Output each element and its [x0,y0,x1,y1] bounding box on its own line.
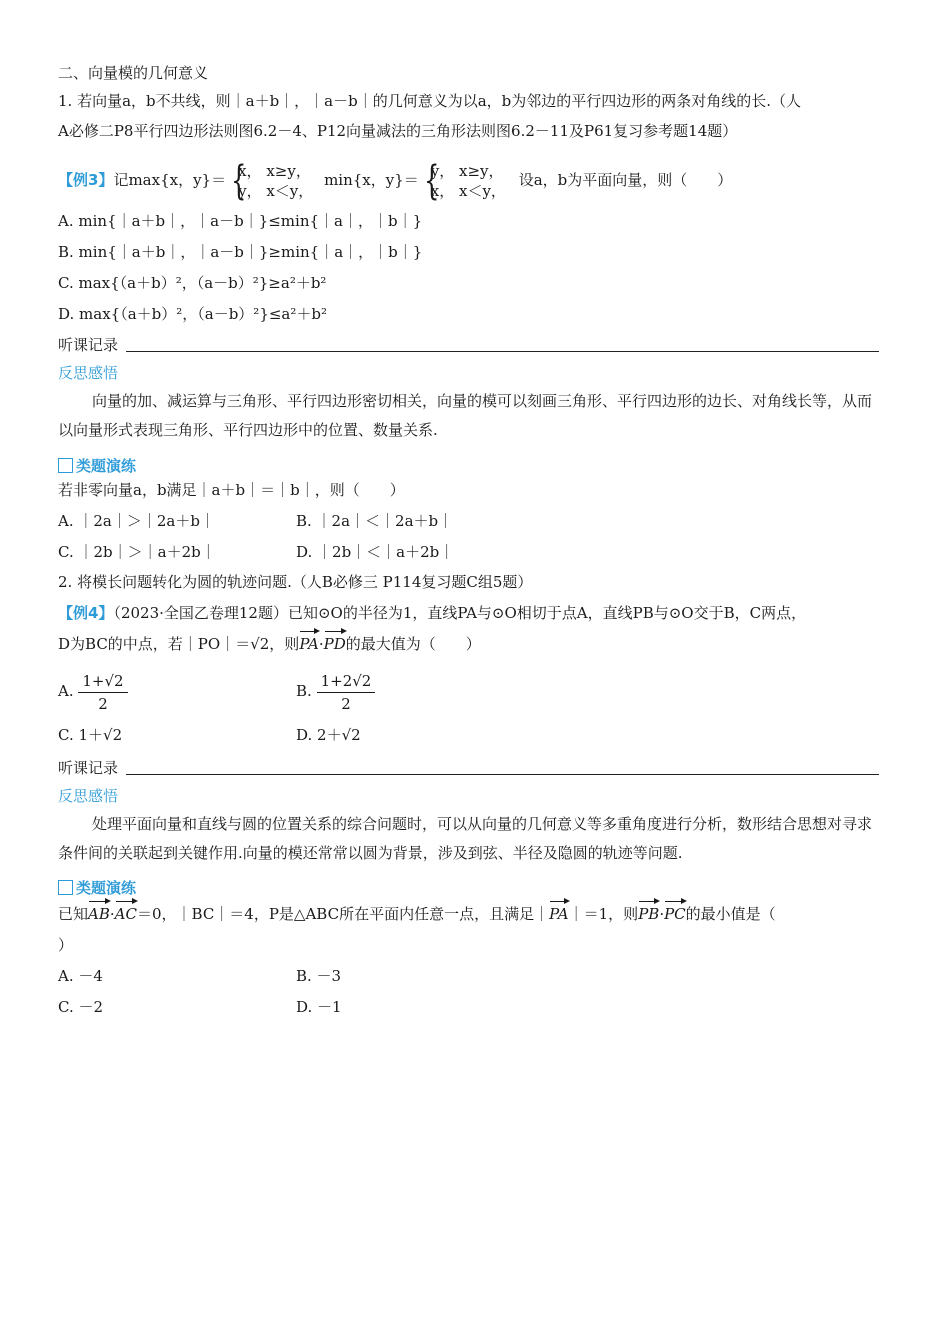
option-b-label: B. [296,682,312,700]
practice2-post: 的最小值是（ [685,905,776,923]
practice2-close: ） [58,936,74,954]
example3-post: 设a，b为平面向量，则（ ） [518,171,733,189]
practice-label-1: 类题演练 [76,457,137,475]
option-a-denominator: 2 [98,694,108,713]
example4-option-b [296,668,375,715]
vector-pc: PC [664,905,686,923]
example3-tag: 【例3】 [58,171,114,189]
practice1-option-d: D. ｜2b｜＜｜a＋2b｜ [296,543,455,561]
dot-operator: · [318,635,324,653]
example4-option-c: C. 1＋√2 [58,726,123,744]
vector-ac: AC [114,905,137,923]
dot-operator: · [659,905,665,923]
practice2-option-d: D. －1 [296,998,342,1016]
practice1-option-c: C. ｜2b｜＞｜a＋2b｜ [58,543,216,561]
vector-pa-2: PA [549,905,569,923]
notes-line-1 [126,351,879,352]
practice-heading-1 [58,455,136,477]
example4-line2-pre: D为BC的中点，若｜PO｜＝√2，则 [58,635,300,653]
example3-option-a: A. min{｜a＋b｜，｜a－b｜}≤min{｜a｜，｜b｜} [58,212,423,230]
practice2-pre: 已知 [58,905,89,923]
practice1-option-b: B. ｜2a｜＜｜2a＋b｜ [296,512,454,530]
option-a-label: A. [58,682,74,700]
max-case2: y， x＜y， [238,182,314,200]
example3-option-b: B. min{｜a＋b｜，｜a－b｜}≥min{｜a｜，｜b｜} [58,243,423,261]
item2: 2. 将模长问题转化为圆的轨迹问题.（人B必修三 P114复习题C组5题） [58,573,533,591]
option-b-denominator: 2 [341,694,351,713]
vector-pd: PD [323,635,346,653]
example3-option-d: D. max{（a＋b）²，（a－b）²}≤a²＋b² [58,305,327,323]
min-piecewise: { y， x≥y， x， x＜y， [423,158,506,204]
practice2-question [58,903,776,925]
example3-option-c: C. max{（a＋b）²，（a－b）²}≥a²＋b² [58,274,327,292]
example4-tag: 【例4】 [58,604,114,622]
example3-stem [58,158,733,204]
practice-label-2: 类题演练 [76,879,137,897]
option-b-numerator: 1+2√2 [317,670,376,693]
section-title: 二、向量模的几何意义 [58,64,209,82]
min-case1: y， x≥y， [430,162,504,180]
min-case2: x， x＜y， [430,182,506,200]
vector-ab: AB [88,905,110,923]
practice2-mid: ＝0，｜BC｜＝4，P是△ABC所在平面内任意一点，且满足｜ [136,905,550,923]
example4-option-d: D. 2＋√2 [296,726,361,744]
practice2-mid2: ｜＝1，则 [568,905,639,923]
example4-line2-post: 的最大值为（ ） [345,635,481,653]
notes-label-2: 听课记录 [58,759,119,777]
example4-line1 [58,602,806,624]
item1-line2: A必修二P8平行四边形法则图6.2－4、P12向量减法的三角形法则图6.2－11及P61复习参考题14题） [58,122,738,140]
option-a-numerator: 1+√2 [78,670,127,693]
practice2-option-b: B. －3 [296,967,342,985]
max-piecewise: { x， x≥y， y， x＜y， [231,158,314,204]
dot-operator: · [109,905,115,923]
example3-mid: min{x，y}＝ [324,171,419,189]
practice1-question: 若非零向量a，b满足｜a＋b｜＝｜b｜，则（ ） [58,481,405,499]
practice1-option-a: A. ｜2a｜＞｜2a＋b｜ [58,512,215,530]
reflect-label-2: 反思感悟 [58,787,119,805]
item1-line1: 1. 若向量a，b不共线，则｜a＋b｜，｜a－b｜的几何意义为以a，b为邻边的平行四边形的两条对角线的长.（人 [58,92,802,110]
vector-pa: PA [299,635,319,653]
vector-pb: PB [638,905,660,923]
reflect-text-1: 向量的加、减运算与三角形、平行四边形密切相关，向量的模可以刻画三角形、平行四边形的边长、对角线长等，从而以向量形式表现三角形、平行四边形中的位置、数量关系. [58,392,873,439]
example4-line2 [58,633,481,655]
option-b-fraction [317,670,376,715]
example4-line1-text: （2023·全国乙卷理12题）已知⊙O的半径为1，直线PA与⊙O相切于点A，直线PB与⊙O交于B，C两点， [113,604,807,622]
notes-line-2 [126,774,879,775]
option-a-fraction [78,670,127,715]
example3-pre: 记max{x，y}＝ [113,171,227,189]
checkbox-icon [58,880,73,895]
reflect-label-1: 反思感悟 [58,364,119,382]
checkbox-icon [58,458,73,473]
max-case1: x， x≥y， [238,162,311,180]
practice2-option-a: A. －4 [58,967,103,985]
practice2-option-c: C. －2 [58,998,104,1016]
practice-heading-2 [58,877,136,899]
notes-label-1: 听课记录 [58,336,119,354]
example4-option-a [58,668,128,715]
reflect-text-2: 处理平面向量和直线与圆的位置关系的综合问题时，可以从向量的几何意义等多重角度进行分析，数形结合思想对寻求条件间的关联起到关键作用.向量的模还常常以圆为背景，涉及到弦、半径及隐圆的轨迹等问题. [58,815,873,862]
